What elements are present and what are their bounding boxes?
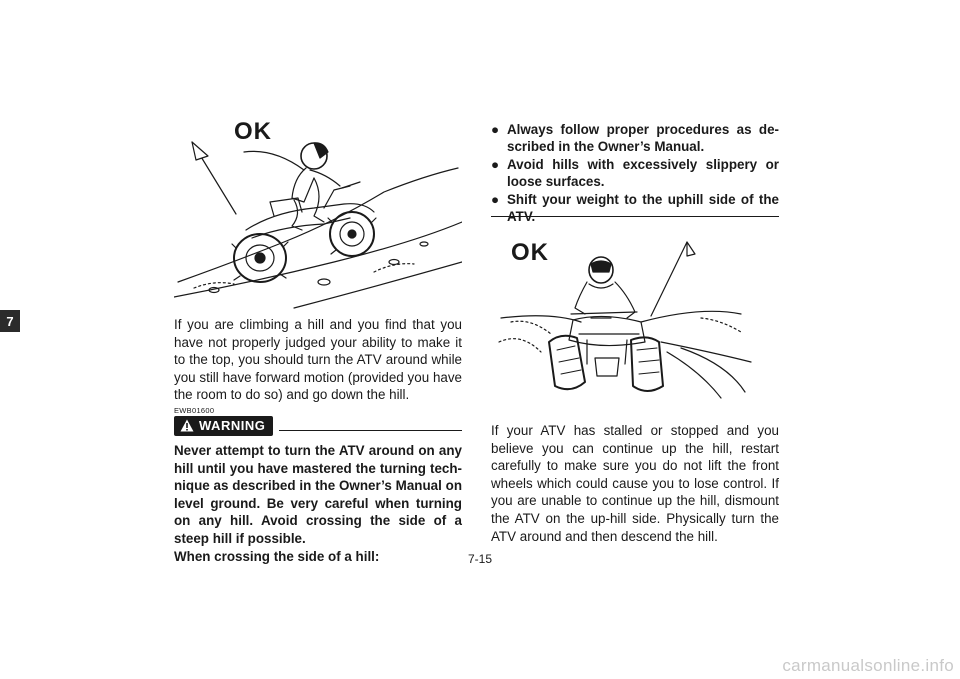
chapter-tab: 7 bbox=[0, 310, 20, 332]
warning-badge bbox=[174, 416, 273, 436]
watermark: carmanualsonline.info bbox=[782, 656, 954, 675]
bullet-item: ● Avoid hills with excessively slippery or loose surfaces. bbox=[491, 156, 779, 190]
atv-climbing-hill-illustration bbox=[174, 112, 462, 312]
warning-label: WARNING bbox=[199, 418, 266, 434]
bullet-icon: ● bbox=[491, 191, 500, 207]
warning-text: Never attempt to turn the ATV around on any hill until you have mastered the turning tech-nique as described in the Owner’s Manual on level ground. Be very careful when turning on any hill. Avoid crossing the side of a steep hill if possible. bbox=[174, 442, 462, 546]
warning-header bbox=[174, 416, 462, 436]
page-number: 7-15 bbox=[467, 552, 493, 566]
section-rule bbox=[491, 216, 779, 217]
bullet-list bbox=[491, 121, 779, 225]
crossing-lead-in: When crossing the side of a hill: bbox=[174, 548, 380, 564]
stalled-paragraph: If your ATV has stalled or stopped and you believe you can continue up the hill, restart carefully to make sure you do not lift the front wheels which could cause you to lose control. If you are unable to continue up the hill, dismount the ATV on the up-hill side. Physically turn the ATV around and then descend the hill. bbox=[491, 423, 779, 544]
bullet-item: ● Shift your weight to the uphill side of the ATV. bbox=[491, 191, 779, 225]
warning-triangle-icon bbox=[180, 419, 194, 432]
warning-code: EWB01600 bbox=[174, 405, 215, 415]
bullet-item: ● Always follow proper procedures as de-scribed in the Owner’s Manual. bbox=[491, 122, 779, 155]
ok-label: OK bbox=[511, 239, 549, 266]
ok-label: OK bbox=[234, 118, 272, 145]
hill-climb-paragraph: If you are climbing a hill and you find that you have not properly judged your ability to make it to the top, you should turn the ATV around while you still have forward motion (provided you have the room to do so) and go down the hill. bbox=[174, 317, 462, 403]
atv-uphill-rider-illustration bbox=[491, 222, 779, 418]
warning-rule bbox=[279, 430, 462, 431]
bullet-icon: ● bbox=[491, 156, 500, 172]
left-text-block bbox=[174, 316, 462, 565]
bullet-icon: ● bbox=[491, 122, 500, 137]
atv-hill-climb-drawing bbox=[174, 112, 462, 312]
